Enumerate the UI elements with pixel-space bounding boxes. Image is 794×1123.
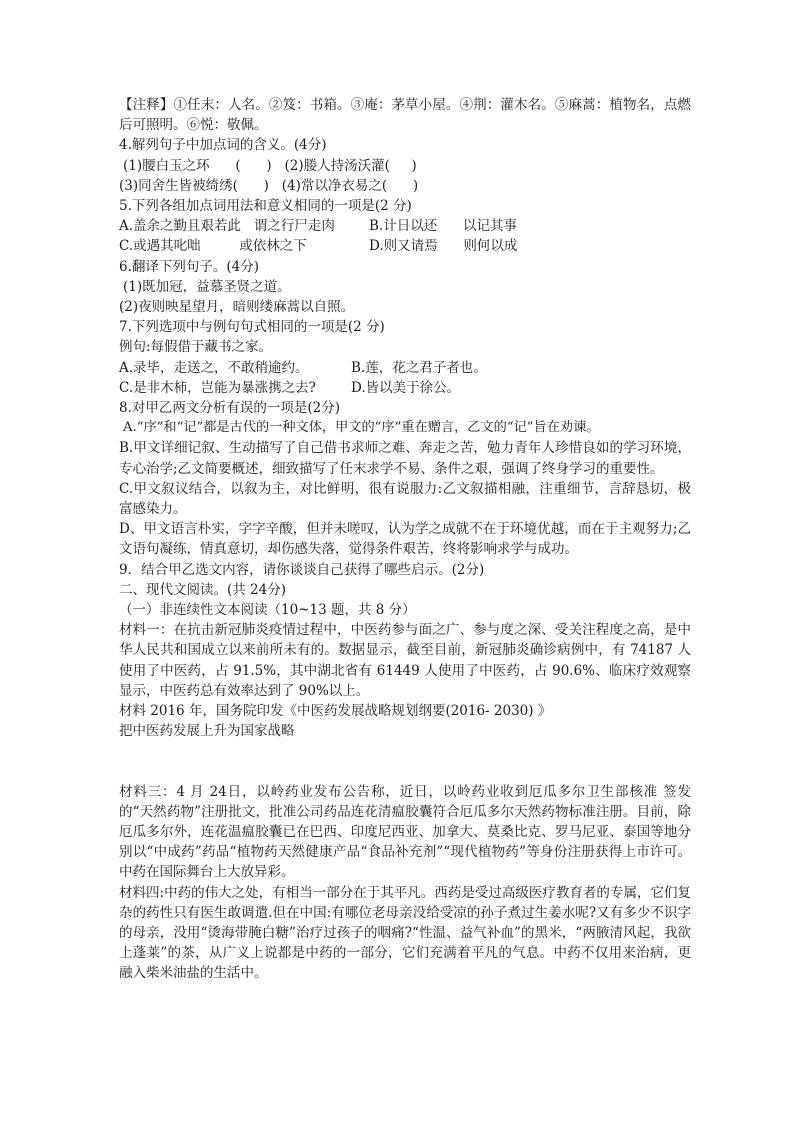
q8-option-c: C.甲文叙议结合，以叙为主，对比鲜明，很有说服力:乙文叙描相融，注重细节，言辞恳切，极富感染力。 bbox=[119, 480, 691, 518]
q5-options-row2 bbox=[119, 236, 691, 256]
q7-option-b: B.莲，花之君子者也。 bbox=[351, 359, 487, 376]
material-three: 材料三：4 月 24日，以岭药业发布公告称，近日，以岭药业收到厄瓜多尔卫生部核准 签发的“天然药物”注册批文，批准公司药品连花清瘟胶囊符合厄瓜多尔天然药物标准注册。目前，除厄瓜多尔外，连花温瘟胶囊已在巴西、印度尼西亚、加拿大、莫桑比克、罗马尼亚、泰国等地分别以“中成药”药品“植物药天然健康产品“食品补充剂”“现代植物药”等身份注册获得上市许可。中药在国际舞台上大放异彩。 bbox=[119, 783, 691, 881]
material-two-line1: 材料 2016 年，国务院印发《中医药发展战略规划纲要(2016- 2030) 》 bbox=[119, 703, 552, 720]
blank-gap bbox=[119, 742, 691, 782]
q6-stem: 6.翻译下列句子。(4分) bbox=[119, 258, 260, 275]
q5-option-d: D.则又请焉 则何以成 bbox=[369, 238, 518, 255]
q7-option-a: A.录毕，走送之，不敢稍逾约。 bbox=[119, 359, 309, 376]
subsection-heading: （一）非连续性文本阅读（10~13 题，共 8 分） bbox=[119, 602, 416, 619]
q7-options-row2 bbox=[119, 378, 691, 398]
q5-stem: 5.下列各组加点词用法和意义相同的一项是(2 分) bbox=[119, 198, 412, 215]
q8-option-b: B.甲文详细记叙、生动描写了自己借书求师之难、奔走之苦，勉力青年人珍惜良如的学习环境，专心治学;乙文简要概述，细致描写了任末求学不易、条件之艰，强调了终身学习的重要性。 bbox=[119, 440, 691, 477]
q7-option-d: D.皆以美于徐公。 bbox=[351, 379, 461, 396]
document-page bbox=[119, 95, 691, 984]
q8-stem: 8.对甲乙两文分析有误的一项是(2分) bbox=[119, 400, 341, 417]
q4-row1: (1)腰白玉之环 ( ) (2)媵人持汤沃灌( ) bbox=[123, 157, 417, 174]
material-four: 材料四:中药的伟大之处，有相当一部分在于其平凡。西药是受过高级医疗教育者的专属，它们复杂的药性只有医生敢调遣.但在中国:有哪位老母亲没给受凉的孙子煮过生姜水呢?又有多少不识字的母亲，没用“烫海带腌白糖”治疗过孩子的咽痛?“性温、益气补血”的黑米，“两腋清风起，我欲上蓬莱”的茶，从广义上说都是中药的一部分，它们充满着平凡的气息。中药不仅用来治病，更融入柴米油盐的生活中。 bbox=[119, 884, 691, 982]
q4-row2: (3)同舍生皆被绮绣( ) (4)常以净衣易之( ) bbox=[119, 177, 419, 194]
q8-option-a: A.“序”和“记”都是古代的一种文体，甲文的“序”重在赠言，乙文的“记”旨在劝谏。 bbox=[123, 420, 600, 436]
q5-option-a: A.盖余之勤且艰若此 谓之行尸走肉 bbox=[119, 218, 335, 235]
material-two-line2: 把中医药发展上升为国家战略 bbox=[119, 723, 295, 740]
q6-sentence2: (2)夜则映星望月，暗则缕麻蒿以自照。 bbox=[119, 299, 355, 316]
q8-option-d: D、甲文语言朴实，字字辛酸，但并未嗟叹，认为学之成就不在于环境优越，而在于主观努力;乙文语句凝练，情真意切，却伤感失落，觉得条件艰苦，终将影响求学与成功。 bbox=[119, 521, 691, 558]
q9-stem: 9．结合甲乙选文内容，请你谈谈自己获得了哪些启示。(2分) bbox=[119, 561, 485, 578]
q4-stem: 4.解列句子中加点词的含义。(4分) bbox=[119, 137, 327, 154]
q7-options-row1 bbox=[119, 358, 691, 378]
q5-option-c: C.或遇其叱咄 或依林之下 bbox=[119, 238, 307, 255]
q7-option-c: C.是非木柿，岂能为暴涨携之去? bbox=[119, 379, 316, 396]
q5-option-b: B.计日以还 以记其事 bbox=[369, 218, 517, 235]
q7-stem: 7.下列选项中与例句句式相同的一项是(2 分) bbox=[119, 319, 385, 336]
q7-example: 例句:每假借于藏书之家。 bbox=[119, 339, 273, 356]
q5-options-row1 bbox=[119, 216, 691, 236]
section-heading: 二、现代文阅读。(共 24分) bbox=[119, 581, 287, 598]
annotation-note: 【注释】①任末：人名。②笈：书箱。③庵：茅草小屋。④荆：灌木名。⑤麻蒿：植物名，点燃后可照明。⑥悦：敬佩。 bbox=[119, 97, 691, 134]
q6-sentence1: (1)既加冠，益慕圣贤之道。 bbox=[123, 278, 291, 295]
material-one: 材料一：在抗击新冠肺炎疫情过程中，中医药参与面之广、参与度之深、受关注程度之高，是中华人民共和国成立以来前所未有的。数据显示，截至目前，新冠肺炎确诊病例中，有 74187 人使用了中医药，占 91.5%，其中湖北省有 61449 人使用了中医药，占 90.6%、临床疗效观察显示，中医药总有效率达到了 90%以上。 bbox=[119, 622, 691, 699]
